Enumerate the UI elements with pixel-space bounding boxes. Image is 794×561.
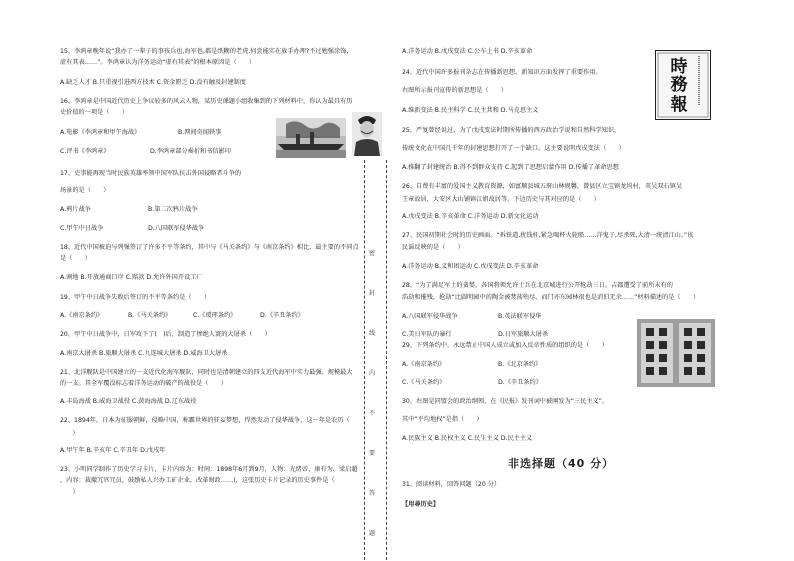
question-31-label: 【用尋历史】 [402, 501, 440, 508]
question-17-option-a: A.鸦片战争 [60, 206, 91, 213]
question-27-line1: 27、民国初期社会时的历史画面。“拆铁道,扰钱杆,紧急喝杯火轮船……洋鬼子,尽杀死,大清一统清江山。”该 [402, 232, 694, 239]
question-29: 29、下列条约中，永远禁止中国人成立或加入反帝性质的组织的是（ ） [402, 342, 608, 349]
question-18-options: A.割地 B.开放通商口岸 C.赔款 D.允许外国开设工厂 [60, 274, 203, 281]
question-17-option-d: D.八国联军侵华战争 [148, 225, 205, 232]
tongmenghui-banner-image [637, 319, 715, 387]
question-16-line1: 16、李鸿章是中国近代历史上争议较多的风云人物，某历史课题小组收集到的下列材料中，你认为最具有历 [60, 98, 353, 105]
question-28-option-c: C.美日军队的暴行 [402, 331, 452, 338]
binding-char: 题 [369, 530, 376, 537]
shiwubao-newspaper-image [655, 50, 711, 120]
question-16-option-a: A.电影《李鸿章和甲午海战》 [60, 129, 141, 136]
question-18-line2: 是（ ） [60, 255, 91, 262]
question-24-options: A.维新变法 B.民主科学 C.民主共和 D.马克思主义 [402, 107, 539, 114]
binding-dashed-line-right [386, 160, 387, 560]
question-20: 20、甲午中日战争中，日军攻下了( )后，制造了惨绝人寰的大屠杀（ ） [60, 331, 271, 338]
question-23-line3: ） [60, 489, 79, 496]
binding-char: 答 [369, 490, 376, 497]
question-27-options: A.洋务运动 B.义和团运动 C.戊戌变法 D.辛亥革命 [402, 263, 539, 270]
binding-char: 要 [369, 450, 376, 457]
question-23-line2: ，内容：裁撤冗官冗员，鼓励私人兴办工矿企业，改革财政……)，这张历史卡片记录的历史事件是（ [60, 477, 335, 484]
binding-char: 密 [369, 250, 376, 257]
question-29-option-b: B.《北京条约》 [498, 361, 542, 368]
newspaper-title-char: 務 [670, 75, 688, 95]
question-22-line1: 22、1894年，日本为征服朝鲜，侵略中国，称霸世界的狂妄梦想，悍然发动了侵华战争，这一年是农历（ [60, 417, 350, 424]
question-16-option-c: C.评书《李鸿章》 [60, 148, 110, 155]
question-21-line2: 的一支。其全军覆没标志着洋务运动的破产的战役是（ ） [60, 380, 228, 387]
question-27-line2: 民谣反映的是（ ） [402, 244, 464, 251]
question-29-option-c: C.《马关条约》 [402, 379, 446, 386]
question-19-option-c: C.《瑷珲条约》 [193, 312, 237, 319]
question-28-option-a: A.八国联军侵华战争 [402, 313, 458, 320]
question-26-line1: 26、自费有丰富的爱国主义教育资源，如富顺县城五府山林规馨，曾县区立宝镇龙坞村，英吴双石镇吴 [402, 183, 683, 190]
battleship-photo [276, 118, 346, 158]
question-19-option-a: A.《南京条约》 [60, 312, 104, 319]
question-30-line2: 其中“平均地权”是指（ ） [402, 416, 483, 423]
question-16-option-b: B.网间奇闻轶事 [178, 129, 222, 136]
question-15-line2: 虚有其表……”。李鸿章认为洋务运动“虚有其表”的根本原因是（ ） [60, 59, 256, 66]
question-25-options: A.推翻了封建统治 B.得不到群众支持 C.起到了思想启蒙作用 D.传播了革命思想 [402, 164, 619, 171]
question-26-options: A.戊戌变法 B.辛亥革命 C.洋务运动 D.新文化运动 [402, 213, 539, 220]
question-23-options: A.洋务运动 B.戊戌变法 C.公车上书 D.辛亥革命 [402, 48, 533, 55]
question-25-line2: 传统文化在中国几千年的封建思想打开了一个缺口。这主要说明戊戌变法（ ） [402, 145, 625, 152]
binding-dashed-line-left [364, 160, 365, 560]
question-28-option-d: D.日军旅顺大屠杀 [498, 331, 549, 338]
question-20-options: A.南京大屠杀 B.旅顺大屠杀 C.九连城大屠杀 D.威海卫大屠杀 [60, 350, 228, 357]
question-30-options: A.民族主义 B.民权主义 C.民生主义 D.民主主义 [402, 435, 533, 442]
newspaper-title-char: 時 [670, 57, 688, 77]
binding-char: 封 [369, 290, 376, 297]
question-15-options: A.缺乏人才 B.只重视引进西方技术 C.资金匮乏 D.没有触及封建制度 [60, 79, 246, 86]
question-26-line2: 王章故居，大安区大山铺镇江姐故居等。下边历史与其对应的是（ ） [402, 196, 600, 203]
question-17-option-b: B.第二次鸦片战争 [148, 206, 198, 213]
question-28-line1: 28、“为了满足军士的贪婪，各国将领允许士兵在北京城进行公开抢劫三日。吉都遭受了前所未有的 [402, 282, 673, 289]
question-17-line1: 17、史事能再现当时民族英雄率领中国军队抗击外国侵略者斗争的 [60, 170, 242, 177]
question-18-line1: 18、近代中国被迫与列强签订了许多不平等条约，其中与《马关条约》与《南京条约》相比，最主要的不同点 [60, 244, 359, 251]
question-28-line2: 浩劫和摧残，抢劫“比圆明园中的陶金被焚荡殆尽，而门亦东园林很也是消旧无余……”材料描述的是（ ） [402, 294, 700, 301]
binding-char: 线 [369, 330, 376, 337]
question-21-options: A.丰岛海战 B.威海卫战役 C.黄海海战 D.辽东战役 [60, 398, 197, 405]
question-21-line1: 21、北洋舰队是中国建立的一支近代化海军舰队，同时也是清朝建立的四支近代海军中实力最强、规模最大 [60, 369, 353, 376]
question-19-option-d: D.《辛丑条约》 [260, 312, 304, 319]
portrait-photo [352, 112, 382, 156]
question-29-option-d: D.《辛丑条约》 [498, 379, 542, 386]
question-23-line1: 23、小明同学制作了历史学习卡片，卡片内容为：时间：1898年6月到9月，人物：光绪帝、康有为、梁启超 [60, 466, 358, 473]
question-29-option-a: A.《南京条约》 [402, 361, 446, 368]
question-17-option-c: C.甲午中日战争 [60, 225, 104, 232]
question-25-line1: 25、严复曾经说过，为了戊戌变法时期所传播的西方政治学说和自然科学知识， [402, 127, 621, 134]
question-16-option-d: D.李鸿章部分奏折和书信影印 [150, 148, 231, 155]
question-22-options: A.甲午年 B.辛亥年 C.辛丑年 D.戊戌年 [60, 447, 166, 454]
question-19: 19、甲午中日战争失败后签订的不平等条约是（ ） [60, 294, 211, 301]
question-24-line1: 24、近代中国许多报刊杂志在传播新思想、新知识方面发挥了重要作用。 [402, 69, 602, 76]
question-30-line1: 30、右图是同盟会的政治纲领，在《民报》发刊词中被阐发为“三民主义”。 [402, 398, 609, 405]
question-22-line2: ） [60, 430, 79, 437]
question-28-option-b: B.英法联军侵华 [498, 313, 542, 320]
question-17-line2: 场景的是（ ） [60, 187, 110, 194]
section-title: 非选择题（40 分） [508, 457, 615, 470]
binding-char: 不 [369, 410, 376, 417]
question-16-line2: 史价值的一项是（ ） [60, 109, 129, 116]
question-31: 31、阅读材料，回答问题（20 分） [402, 481, 501, 488]
question-24-line2: 右图所示报刊宣传的新思想是（ ） [402, 87, 508, 94]
question-15-line1: 15、李鸿章晚年说“我办了一辈子的事孩兵也,海军也,都是纸糊的老虎,何尝能实在放手办理?不过勉强涂饰, [60, 48, 349, 55]
question-19-option-b: B.《马关条约》 [128, 312, 172, 319]
newspaper-title-char: 報 [670, 95, 688, 115]
binding-char: 内 [369, 370, 376, 377]
